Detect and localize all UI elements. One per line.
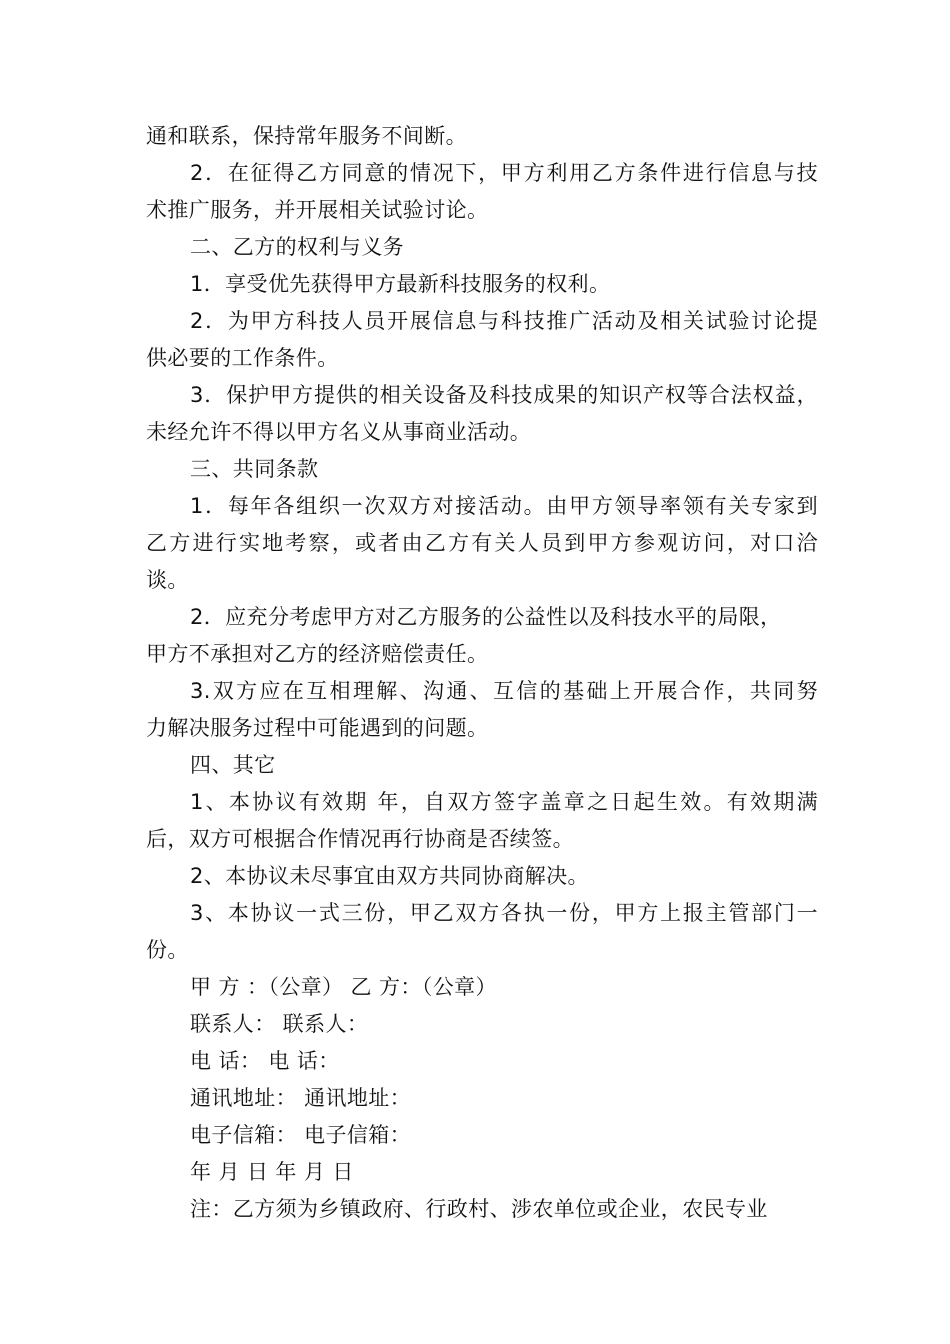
text-line: 2．在征得乙方同意的情况下，甲方利用乙方条件进行信息与技	[190, 161, 818, 185]
text-line: 3、本协议一式三份，甲乙双方各执一份，甲方上报主管部门一	[190, 901, 818, 925]
section-heading: 三、共同条款	[190, 457, 319, 481]
address-line: 通讯地址： 通讯地址：	[190, 1086, 412, 1110]
text-line: 1．每年各组织一次双方对接活动。由甲方领导率领有关专家到	[190, 494, 818, 518]
text-line: 3．保护甲方提供的相关设备及科技成果的知识产权等合法权益，	[190, 383, 818, 407]
phone-line: 电 话： 电 话：	[190, 1049, 340, 1073]
section-heading: 四、其它	[190, 753, 276, 777]
signature-party-line: 甲 方 ：（公章） 乙 方：（公章）	[190, 975, 497, 999]
text-line: 未经允许不得以甲方名义从事商业活动。	[146, 420, 532, 444]
text-line: 谈。	[146, 568, 189, 592]
text-line: 术推广服务，并开展相关试验讨论。	[146, 198, 489, 222]
text-line: 2、本协议未尽事宜由双方共同协商解决。	[190, 864, 589, 888]
text-line: 后，双方可根据合作情况再行协商是否续签。	[146, 827, 574, 851]
contact-person-line: 联系人： 联系人：	[190, 1012, 369, 1036]
note-line: 注：乙方须为乡镇政府、行政村、涉农单位或企业，农民专业	[190, 1197, 768, 1221]
text-line: 3.双方应在互相理解、沟通、互信的基础上开展合作，共同努	[190, 679, 818, 703]
text-line: 通和联系，保持常年服务不间断。	[146, 124, 467, 148]
document-body	[146, 118, 818, 1228]
email-line: 电子信箱： 电子信箱：	[190, 1123, 412, 1147]
text-line: 力解决服务过程中可能遇到的问题。	[146, 716, 489, 740]
date-line: 年 月 日 年 月 日	[190, 1160, 354, 1184]
text-line: 供必要的工作条件。	[146, 346, 339, 370]
text-line: 甲方不承担对乙方的经济赔偿责任。	[146, 642, 489, 666]
text-line: 1．享受优先获得甲方最新科技服务的权利。	[190, 272, 611, 296]
text-line: 2．为甲方科技人员开展信息与科技推广活动及相关试验讨论提	[190, 309, 818, 333]
text-line: 2．应充分考虑甲方对乙方服务的公益性以及科技水平的局限，	[190, 605, 782, 629]
text-line: 乙方进行实地考察，或者由乙方有关人员到甲方参观访问，对口洽	[146, 531, 818, 555]
text-line: 份。	[146, 938, 189, 962]
section-heading: 二、乙方的权利与义务	[190, 235, 404, 259]
text-line: 1、本协议有效期 年，自双方签字盖章之日起生效。有效期满	[190, 790, 818, 814]
